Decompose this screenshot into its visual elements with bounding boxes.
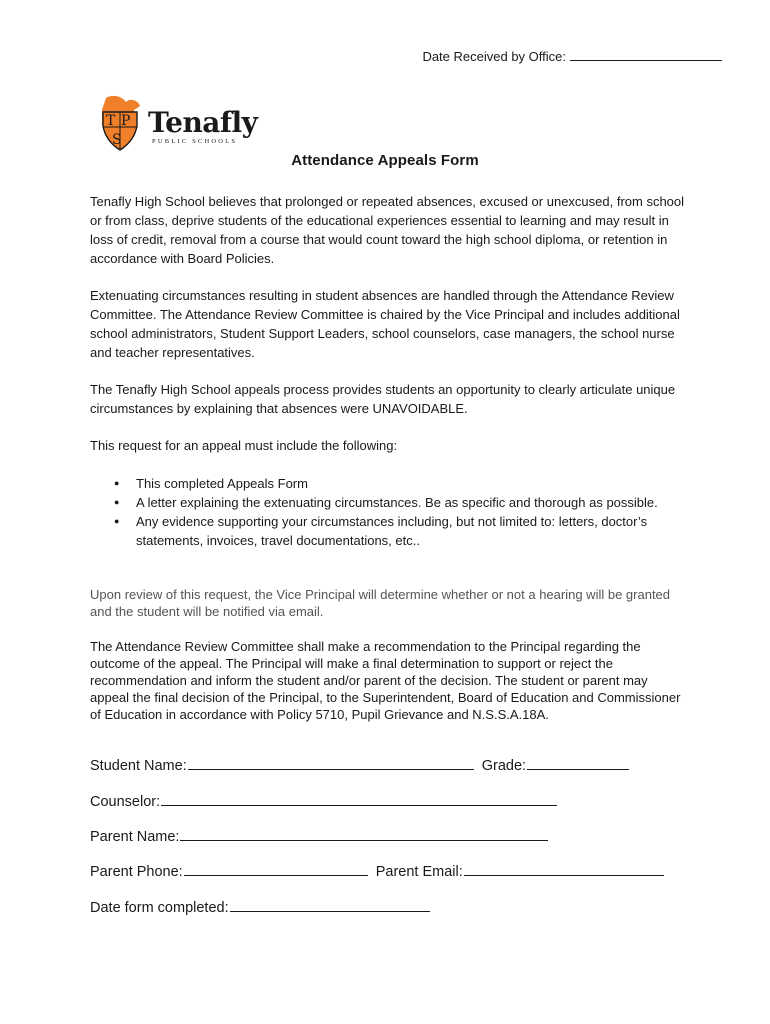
student-grade-row bbox=[90, 754, 629, 774]
student-name-field[interactable] bbox=[188, 754, 474, 770]
parent-name-field[interactable] bbox=[180, 825, 548, 841]
parent-email-label: Parent Email: bbox=[375, 864, 463, 880]
requirements-list bbox=[90, 474, 696, 550]
requirements-intro: This request for an appeal must include the following: bbox=[90, 438, 398, 453]
parent-name-row bbox=[90, 825, 548, 845]
review-note: Upon review of this request, the Vice Principal will determine whether or not a hearing will be granted and the student will be notified via email. bbox=[90, 587, 671, 619]
parent-email-field[interactable] bbox=[464, 860, 664, 876]
counselor-field[interactable] bbox=[161, 790, 557, 806]
form-title: Attendance Appeals Form bbox=[291, 152, 479, 169]
intro-paragraph: Tenafly High School believes that prolonged or repeated absences, excused or unexcused, from school or from class, deprive students of the educational experiences essential to learning and may result in loss of credit, removal from a course that would count toward the high school diploma, or retention in accordance with Board Policies. bbox=[90, 194, 685, 266]
parent-name-label: Parent Name: bbox=[90, 829, 180, 845]
date-completed-row bbox=[90, 896, 430, 916]
grade-label: Grade: bbox=[481, 758, 527, 774]
svg-text:P: P bbox=[121, 113, 131, 129]
date-received-label: Date Received by Office: bbox=[422, 49, 566, 64]
date-completed-label: Date form completed: bbox=[90, 900, 229, 916]
date-completed-field[interactable] bbox=[230, 896, 430, 912]
counselor-row bbox=[90, 790, 557, 810]
list-item: ● A letter explaining the extenuating circumstances. Be as specific and thorough as possible. bbox=[136, 493, 696, 512]
date-received-line[interactable] bbox=[570, 47, 722, 61]
grade-field[interactable] bbox=[527, 754, 629, 770]
appeals-process-paragraph: The Tenafly High School appeals process provides students an opportunity to clearly articulate unique circumstances by explaining that absences were UNAVOIDABLE. bbox=[90, 382, 676, 416]
counselor-label: Counselor: bbox=[90, 794, 161, 810]
parent-phone-field[interactable] bbox=[184, 860, 368, 876]
parent-phone-label: Parent Phone: bbox=[90, 864, 183, 880]
svg-text:S: S bbox=[112, 132, 122, 148]
committee-paragraph: The Attendance Review Committee shall make a recommendation to the Principal regarding the outcome of the appeal. The Principal will make a final determination to support or reject the recommendation and inform the student and/or parent of the decision. The student or parent may appeal the final decision of the Principal, to the Superintendent, Board of Education and Commissioner of Education in accordance with Policy 5710, Pupil Grievance and N.S.S.A.18A. bbox=[90, 639, 681, 722]
date-received-field bbox=[422, 47, 722, 64]
logo-subtitle: PUBLIC SCHOOLS bbox=[152, 138, 238, 145]
logo-name: Tenafly bbox=[148, 106, 258, 139]
student-name-label: Student Name: bbox=[90, 758, 187, 774]
list-item: ● Any evidence supporting your circumstances including, but not limited to: letters, doctor’s statements, invoices, travel documentations, etc.. bbox=[136, 512, 696, 550]
tenafly-logo bbox=[100, 94, 258, 156]
svg-text:T: T bbox=[106, 113, 116, 129]
list-item: ● This completed Appeals Form bbox=[136, 474, 696, 493]
tps-shield-icon bbox=[100, 94, 150, 156]
committee-intro-paragraph: Extenuating circumstances resulting in student absences are handled through the Attendance Review Committee. The Attendance Review Committee is chaired by the Vice Principal and includes additional school administrators, Student Support Leaders, school counselors, case managers, the school nurse and teacher representatives. bbox=[90, 288, 680, 360]
parent-contact-row bbox=[90, 860, 664, 880]
